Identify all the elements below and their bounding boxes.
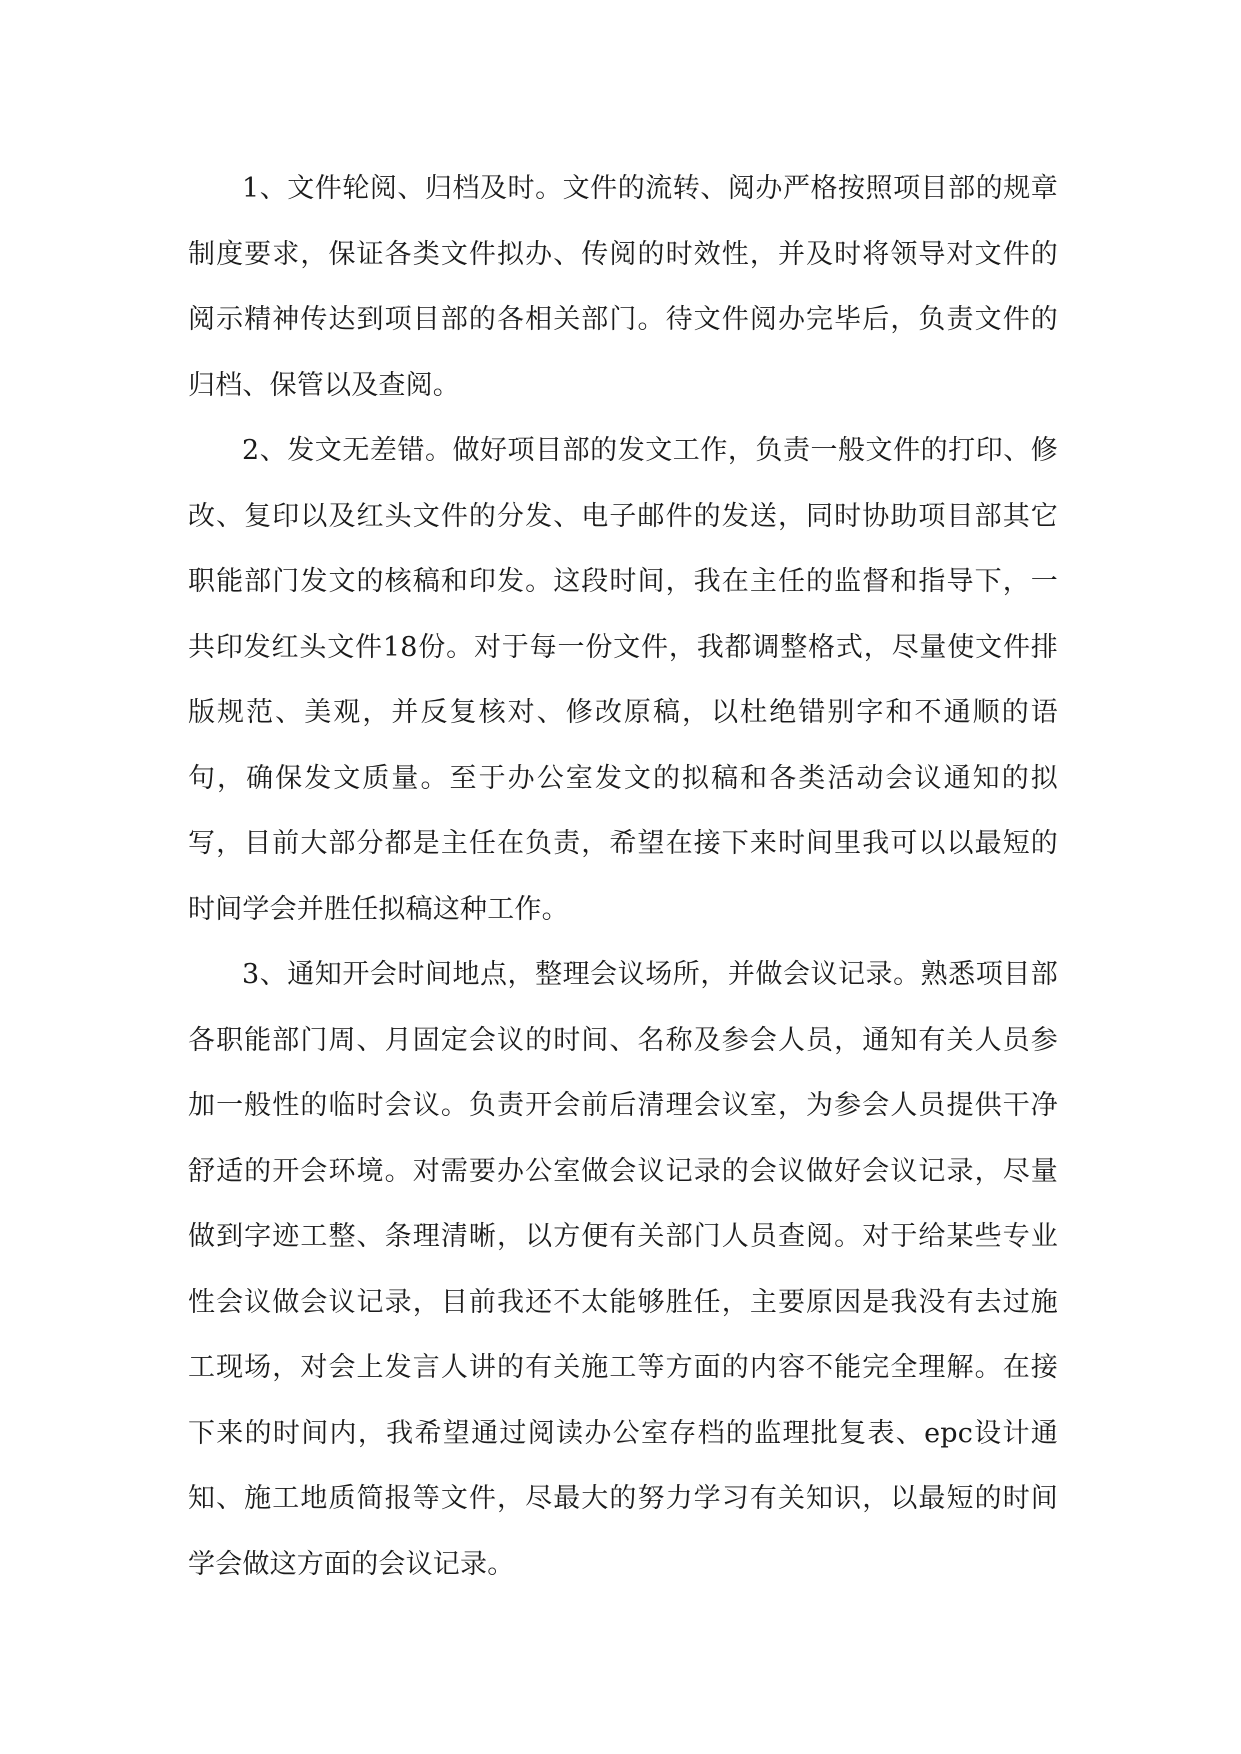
paragraph-file-circulation: 1、文件轮阅、归档及时。文件的流转、阅办严格按照项目部的规章制度要求，保证各类文件拟办、传阅的时效性，并及时将领导对文件的阅示精神传达到项目部的各相关部门。待文件阅办完毕后，负责文件的归档、保管以及查阅。: [188, 173, 1058, 401]
paragraph-meeting-notice: 3、通知开会时间地点，整理会议场所，并做会议记录。熟悉项目部各职能部门周、月固定会议的时间、名称及参会人员，通知有关人员参加一般性的临时会议。负责开会前后清理会议室，为参会人员提供干净舒适的开会环境。对需要办公室做会议记录的会议做好会议记录，尽量做到字迹工整、条理清晰，以方便有关部门人员查阅。对于给某些专业性会议做会议记录，目前我还不太能够胜任，主要原因是我没有去过施工现场，对会上发言人讲的有关施工等方面的内容不能完全理解。在接下来的时间内，我希望通过阅读办公室存档的监理批复表、epc设计通知、施工地质简报等文件，尽最大的努力学习有关知识，以最短的时间学会做这方面的会议记录。: [188, 959, 1058, 1580]
document-body: [188, 156, 1058, 1597]
paragraph-document-issuing: 2、发文无差错。做好项目部的发文工作，负责一般文件的打印、修改、复印以及红头文件的分发、电子邮件的发送，同时协助项目部其它职能部门发文的核稿和印发。这段时间，我在主任的监督和指导下，一共印发红头文件18份。对于每一份文件，我都调整格式，尽量使文件排版规范、美观，并反复核对、修改原稿，以杜绝错别字和不通顺的语句，确保发文质量。至于办公室发文的拟稿和各类活动会议通知的拟写，目前大部分都是主任在负责，希望在接下来时间里我可以以最短的时间学会并胜任拟稿这种工作。: [188, 435, 1058, 925]
